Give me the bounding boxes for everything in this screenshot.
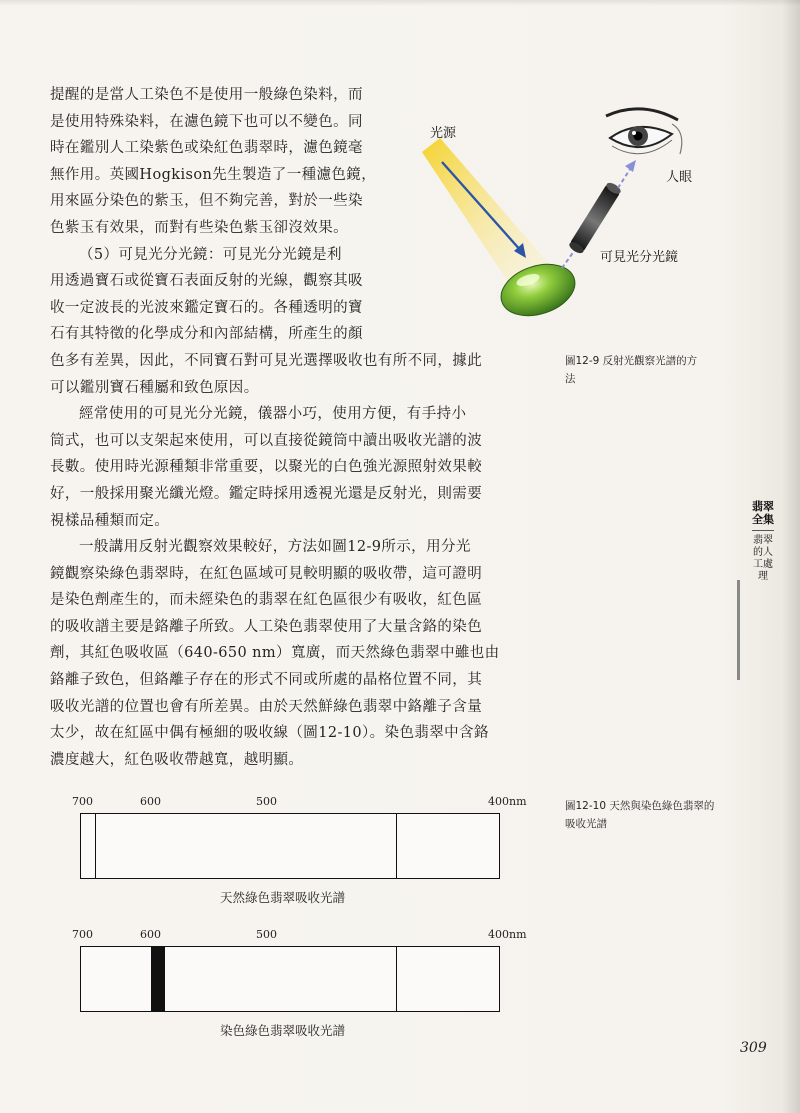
text-line: 視樣品種類而定。 xyxy=(50,512,170,529)
text-line: 吸收光譜的位置也會有所差異。由於天然鮮綠色翡翠中鉻離子含量 xyxy=(50,698,483,715)
text-line: 是使用特殊染料，在濾色鏡下也可以不變色。同 xyxy=(50,113,363,130)
figure-12-10-caption: 圖12-10 天然與染色綠色翡翠的吸收光譜 xyxy=(565,800,715,830)
side-divider xyxy=(752,530,774,531)
text-line: 劑，其紅色吸收區（640-650 nm）寬廣，而天然綠色翡翠中雖也由 xyxy=(50,645,500,662)
text-line: 的吸收譜主要是鉻離子所致。人工染色翡翠使用了大量含鉻的染色 xyxy=(50,618,483,635)
page-top-shadow xyxy=(0,0,800,6)
text-line: 色多有差異，因此，不同寶石對可見光選擇吸收也有所不同，據此 xyxy=(50,352,483,369)
text-line: 無作用。英國Hogkison先生製造了一種濾色鏡， xyxy=(50,166,377,183)
reflection-diagram xyxy=(410,100,720,340)
text-line: 用透過寶石或從寶石表面反射的光線，觀察其吸 xyxy=(50,273,363,290)
figure-12-9 xyxy=(410,100,720,340)
spectrum-box xyxy=(80,813,500,879)
absorption-line xyxy=(396,814,397,878)
dyed-spectrum xyxy=(60,928,527,1038)
text-line: 鉻離子致色，但鉻離子存在的形式不同或所處的晶格位置不同，其 xyxy=(50,672,483,689)
text-line: 石有其特徵的化學成分和內部結構，所產生的顏 xyxy=(50,326,363,343)
text-line: 色紫玉有效果，而對有些染色紫玉卻沒效果。 xyxy=(50,219,348,236)
text-line: 鏡觀察染綠色翡翠時，在紅色區域可見較明顯的吸收帶，這可證明 xyxy=(50,565,483,582)
text-line: 一般講用反射光觀察效果較好，方法如圖12-9所示，用分光 xyxy=(79,539,471,556)
text-line: 長數。使用時光源種類非常重要，以聚光的白色強光源照射效果較 xyxy=(50,459,483,476)
text-line: 筒式，也可以支架起來使用，可以直接從鏡筒中讀出吸收光譜的波 xyxy=(50,432,483,449)
text-line: 濃度越大，紅色吸收帶越寬，越明顯。 xyxy=(50,751,304,768)
text-line: 經常使用的可見光分光鏡，儀器小巧，使用方便，有手持小 xyxy=(79,406,467,423)
text-line: 提醒的是當人工染色不是使用一般綠色染料，而 xyxy=(50,87,363,103)
tick-label: 400nm xyxy=(488,928,527,941)
text-line: 時在鑑別人工染紫色或染紅色翡翠時，濾色鏡毫 xyxy=(50,140,363,157)
absorption-line xyxy=(95,814,96,878)
tick-label: 600 xyxy=(140,928,161,941)
natural-spectrum-label: 天然綠色翡翠吸收光譜 xyxy=(220,890,346,905)
human-eye-label: 人眼 xyxy=(666,170,693,185)
text-line: 收一定波長的光波來鑑定寶石的。各種透明的寶 xyxy=(50,299,363,316)
spectrum-box xyxy=(80,946,500,1012)
tick-label: 400nm xyxy=(488,795,527,808)
page-number: 309 xyxy=(740,1040,767,1056)
absorption-line xyxy=(396,947,397,1011)
light-source-label: 光源 xyxy=(430,126,457,141)
spectroscope-label: 可見光分光鏡 xyxy=(600,250,679,265)
tick-label: 600 xyxy=(140,795,161,808)
tick-label: 700 xyxy=(72,795,93,808)
figure-12-9-caption: 圖12-9 反射光觀察光譜的方法 xyxy=(565,355,698,385)
natural-spectrum xyxy=(60,795,527,905)
text-line: 好，一般採用聚光纖光燈。鑑定時採用透視光還是反射光，則需要 xyxy=(50,485,483,502)
text-line: 用來區分染色的紫玉，但不夠完善，對於一些染 xyxy=(50,193,363,210)
chapter-side-tab xyxy=(752,500,774,583)
tick-label: 700 xyxy=(72,928,93,941)
side-stripe xyxy=(737,580,740,680)
chapter-title: 翡翠的人工處理 xyxy=(753,535,773,582)
absorption-band xyxy=(151,947,165,1011)
text-line: 可以鑑別寶石種屬和致色原因。 xyxy=(50,379,259,396)
dyed-spectrum-label: 染色綠色翡翠吸收光譜 xyxy=(220,1023,346,1038)
text-line: 是染色劑產生的，而未經染色的翡翠在紅色區很少有吸收，紅色區 xyxy=(50,592,483,609)
tick-label: 500 xyxy=(256,795,277,808)
tick-label: 500 xyxy=(256,928,277,941)
text-line: 太少，故在紅區中偶有極細的吸收線（圖12-10）。染色翡翠中含鉻 xyxy=(50,725,489,742)
spectroscope-icon xyxy=(568,181,623,256)
book-title: 翡翠全集 xyxy=(752,500,774,526)
page-right-shadow xyxy=(782,0,800,1113)
eye-icon xyxy=(606,109,682,154)
text-line: （5）可見光分光鏡：可見光分光鏡是利 xyxy=(79,246,342,263)
